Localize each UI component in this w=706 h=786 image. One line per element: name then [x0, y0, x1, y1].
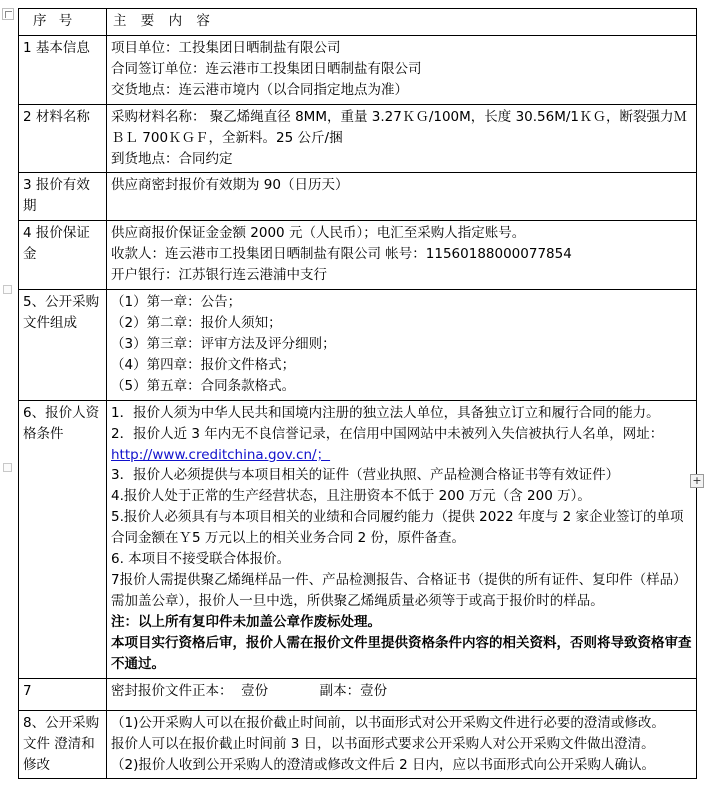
row-label-basic-info: 1 基本信息: [19, 35, 107, 104]
column-header-sequence: 序 号: [19, 9, 107, 36]
margin-marker-lower: [3, 463, 12, 472]
text-line: 1．报价人须为中华人民共和国境内注册的独立法人单位，具备独立订立和履行合同的能力。: [111, 404, 660, 421]
row-label-document-composition: 5、公开采购文件组成: [19, 290, 107, 401]
table-row: [19, 221, 697, 290]
procurement-summary-table: [18, 8, 697, 779]
row-content-copies: [107, 678, 697, 710]
text-line: （2)报价人收到公开采购人的澄清或修改文件后 2 日内，应以书面形式向公开采购人确认。: [111, 756, 656, 773]
text-line: 7报价人需提供聚乙烯绳样品一件、产品检测报告、合格证书（提供的所有证件、复印件（样品）需加盖公章），报价人一旦中选，所供聚乙烯绳质量必须等于或高于报价时的样品。: [111, 572, 687, 609]
row-content-clarification: [107, 710, 697, 779]
table-row: [19, 173, 697, 221]
table-row: [19, 104, 697, 173]
margin-marker-upper: [3, 285, 12, 294]
page-corner-marker: [2, 8, 14, 20]
document-page: [0, 8, 706, 786]
text-line: （2）第二章：报价人须知；: [111, 314, 282, 331]
table-row: [19, 35, 697, 104]
row-content-material-name: [107, 104, 697, 173]
text-line-note: 注：以上所有复印件未加盖公章作废标处理。: [111, 613, 381, 630]
text-line: 到货地点：合同约定: [111, 150, 233, 167]
row-content-quote-deposit: [107, 221, 697, 290]
text-line: 报价人可以在报价截止时间前 3 日，以书面形式要求公开采购人对公开采购文件做出澄清。: [111, 735, 655, 752]
row-label-quote-deposit: 4 报价保证金: [19, 221, 107, 290]
text-line-note: 本项目实行资格后审，报价人需在报价文件里提供资格条件内容的相关资料，否则将导致资格审查不通过。: [111, 634, 692, 672]
row-content-basic-info: [107, 35, 697, 104]
text-line: 6. 本项目不接受联合体报价。: [111, 551, 291, 568]
text-line: 供应商密封报价有效期为 90（日历天）: [111, 177, 349, 194]
row-label-qualification: 6、报价人资格条件: [19, 400, 107, 678]
text-line: 密封报价文件正本： 壹份 副本：壹份: [111, 682, 388, 699]
text-line: 项目单位：工投集团日晒制盐有限公司: [111, 39, 341, 56]
credit-china-link[interactable]: [111, 445, 692, 466]
credit-china-url[interactable]: http://www.creditchina.gov.cn/；: [111, 446, 331, 463]
row-label-copies: 7: [19, 678, 107, 710]
text-line: 5.报价人必须具有与本项目相关的业绩和合同履约能力（提供 2022 年度与 2 家企业签订的单项合同金额在Ｙ5 万元以上的相关业务合同 2 份，原件备查。: [111, 509, 684, 547]
row-content-qualification: [107, 400, 697, 678]
text-line: 2．报价人近 3 年内无不良信誉记录，在信用中国网站中未被列入失信被执行人名单，网址：: [111, 425, 664, 442]
text-line: 3．报价人必须提供与本项目相关的证件（营业执照、产品检测合格证书等有效证件）: [111, 467, 620, 484]
zoom-in-button[interactable]: +: [690, 474, 704, 488]
table-row: [19, 710, 697, 779]
text-line: （3）第三章：评审方法及评分细则；: [111, 335, 336, 352]
text-line: 采购材料名称： 聚乙烯绳直径 8MM，重量 3.27ＫＧ/100M，长度 30.56M/1ＫＧ，断裂强力ＭＢＬ 700ＫＧＦ，全新料。25 公斤/捆: [111, 108, 688, 146]
text-line: （4）第四章：报价文件格式；: [111, 356, 296, 373]
text-line: 开户银行：江苏银行连云港浦中支行: [111, 267, 327, 284]
text-line: 收款人：连云港市工投集团日晒制盐有限公司 帐号：11560188000077854: [111, 246, 572, 263]
table-row: [19, 678, 697, 710]
table-header-row: [19, 9, 697, 36]
text-line: 交货地点：连云港市境内（以合同指定地点为准）: [111, 81, 408, 98]
text-line: 供应商报价保证金金额 2000 元（人民币）；电汇至采购人指定账号。: [111, 225, 526, 242]
text-line: （1）第一章：公告；: [111, 294, 242, 311]
row-content-document-composition: [107, 290, 697, 401]
text-line: 4.报价人处于正常的生产经营状态，且注册资本不低于 200 万元（含 200 万）。: [111, 488, 591, 505]
row-label-quote-validity: 3 报价有效期: [19, 173, 107, 221]
text-line: 合同签订单位：连云港市工投集团日晒制盐有限公司: [111, 60, 422, 77]
row-label-clarification: 8、公开采购文件 澄清和修改: [19, 710, 107, 779]
text-line: （5）第五章：合同条款格式。: [111, 377, 296, 394]
row-label-material-name: 2 材料名称: [19, 104, 107, 173]
row-content-quote-validity: [107, 173, 697, 221]
column-header-content: 主 要 内 容: [107, 9, 697, 36]
text-line: （1)公开采购人可以在报价截止时间前，以书面形式对公开采购文件进行必要的澄清或修改。: [111, 714, 665, 731]
table-row: [19, 400, 697, 678]
table-row: [19, 290, 697, 401]
